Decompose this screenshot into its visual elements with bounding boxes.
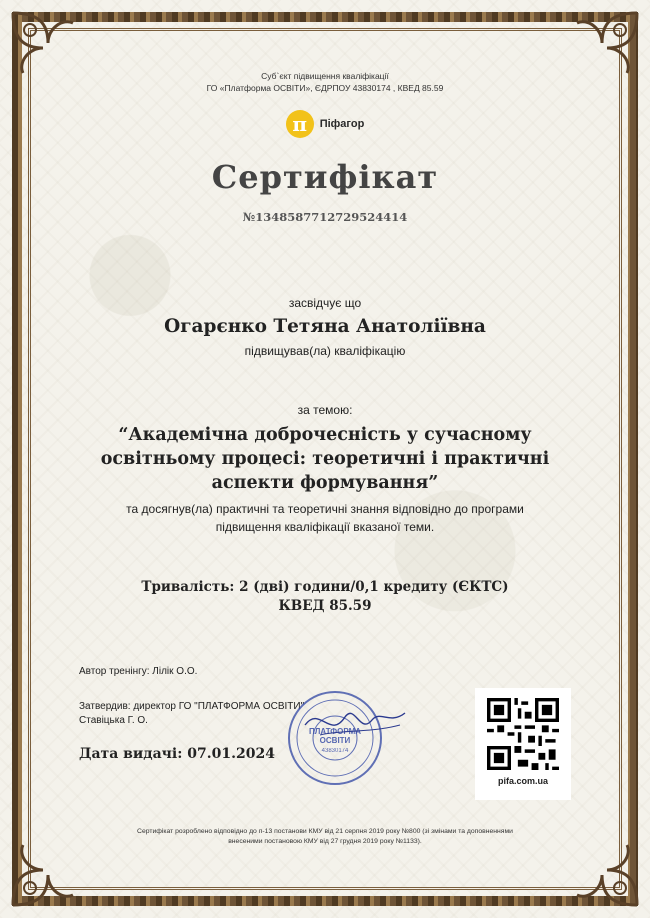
achievement-text bbox=[60, 500, 590, 536]
certificate-number: №1348587712729524414 bbox=[242, 210, 408, 224]
legal-footer bbox=[90, 827, 560, 847]
kved-text: КВЕД 85.59 bbox=[278, 598, 372, 614]
training-topic bbox=[60, 423, 590, 495]
footer-line-1: Сертифікат розроблено відповідно до п-13 постанови КМУ від 21 серпня 2019 року №800 (зі змінами та доповненнями bbox=[137, 828, 513, 835]
approved-by bbox=[79, 700, 304, 728]
corner-ornament-icon bbox=[8, 8, 78, 78]
trainer-author: Автор тренінгу: Лілік О.О. bbox=[79, 666, 198, 677]
certifies-text: засвідчує що bbox=[288, 296, 362, 310]
recipient-name: Огарєнко Тетяна Анатоліївна bbox=[164, 316, 486, 337]
achieved-line-1: та досягнув(ла) практичні та теоретичні знання відповідно до програми bbox=[126, 502, 524, 516]
qr-block[interactable] bbox=[475, 688, 571, 800]
topic-line-1: “Академічна доброчесність у сучасному bbox=[118, 425, 532, 445]
stamp-text-2: ОСВІТИ bbox=[319, 736, 351, 745]
corner-ornament-icon bbox=[8, 840, 78, 910]
approved-line-1: Затвердив: директор ГО "ПЛАТФОРМА ОСВІТИ" bbox=[79, 701, 305, 712]
director-signature bbox=[300, 695, 410, 755]
approved-line-2: Ставіцька Г. О. bbox=[79, 715, 148, 726]
corner-ornament-icon bbox=[572, 8, 642, 78]
issue-date: Дата видачі: 07.01.2024 bbox=[79, 746, 275, 762]
corner-ornament-icon bbox=[572, 840, 642, 910]
duration-block bbox=[0, 578, 650, 616]
duration-text: Тривалість: 2 (дві) години/0,1 кредиту (ЄКТС) bbox=[141, 579, 509, 595]
topic-line-3: аспекти формування” bbox=[211, 473, 439, 493]
achieved-line-2: підвищення кваліфікації вказаної теми. bbox=[215, 520, 435, 534]
pi-icon: π bbox=[286, 110, 314, 138]
stamp-code: 43830174 bbox=[321, 748, 349, 754]
qualified-text: підвищував(ла) кваліфікацію bbox=[244, 344, 406, 358]
issuer-line-2: ГО «Платформа ОСВІТИ», ЄДРПОУ 43830174 , КВЕД 85.59 bbox=[206, 83, 444, 93]
issuer-line-1: Суб`єкт підвищення кваліфікації bbox=[261, 71, 389, 81]
stamp-text-1: ПЛАТФОРМА bbox=[308, 727, 362, 736]
pifagor-logo bbox=[0, 110, 650, 138]
topic-line-2: освітньому процесі: теоретичні і практичні bbox=[100, 449, 550, 469]
qr-code-icon[interactable] bbox=[487, 698, 559, 770]
website-url[interactable]: pifa.com.ua bbox=[497, 776, 548, 786]
footer-line-2: внесеними постановою КМУ від 27 грудня 2019 року №1133). bbox=[228, 838, 422, 845]
issuer-info bbox=[0, 70, 650, 94]
on-topic-label: за темою: bbox=[297, 403, 353, 417]
logo-name: Піфагор bbox=[319, 118, 365, 130]
certificate-title: Сертифікат bbox=[211, 158, 439, 196]
